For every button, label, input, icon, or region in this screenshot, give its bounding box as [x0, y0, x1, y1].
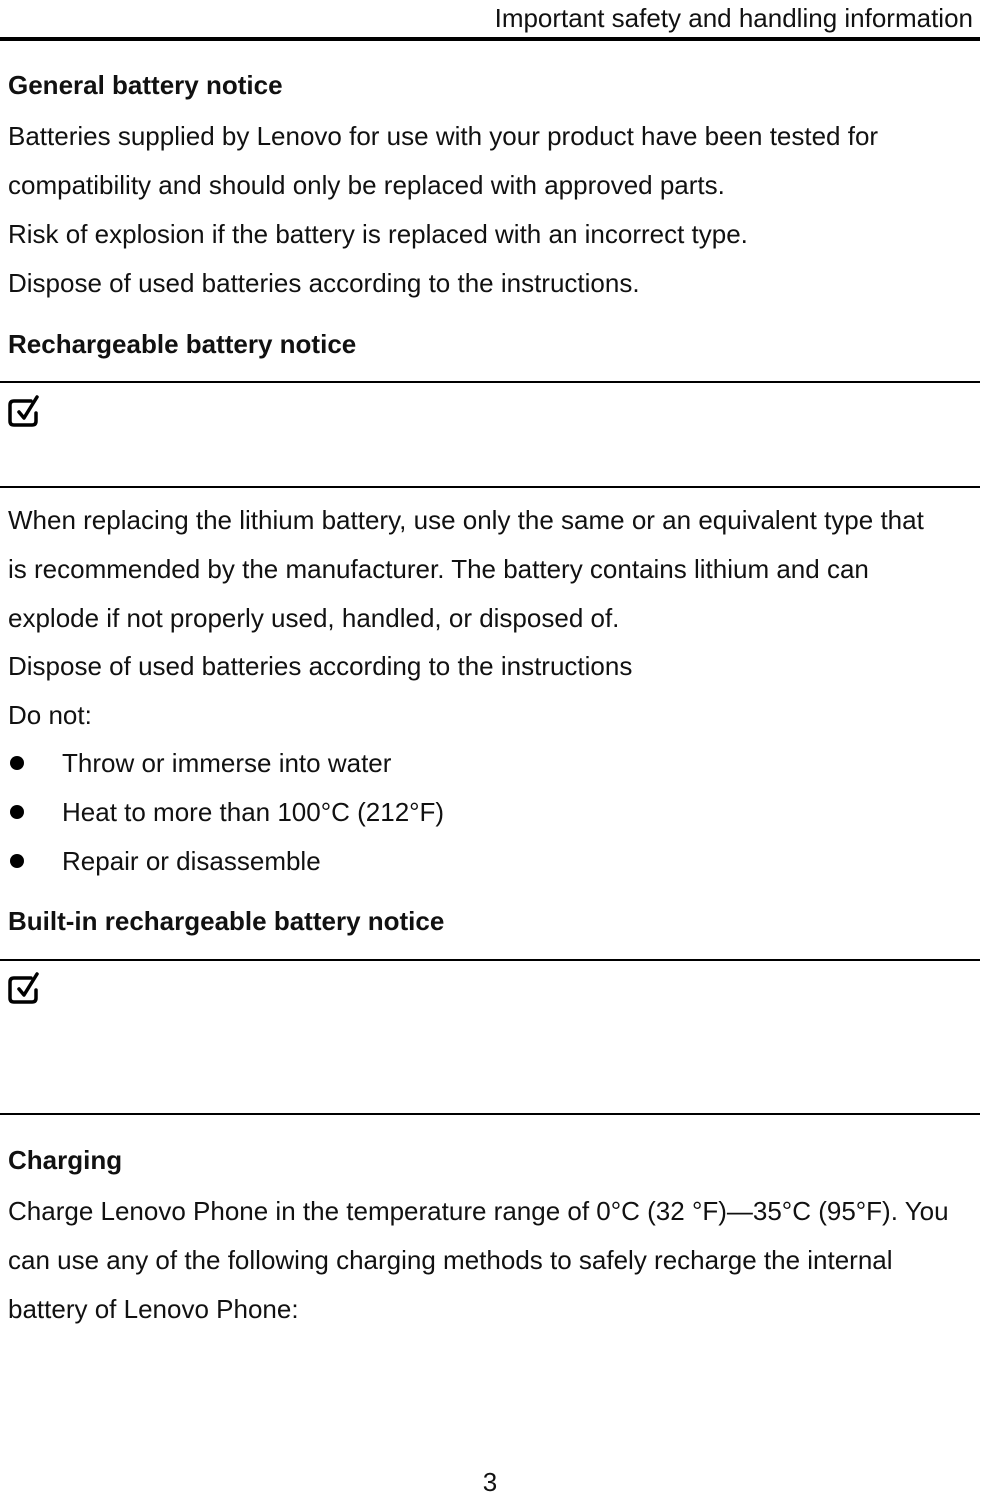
charging-para-line3: battery of Lenovo Phone:	[8, 1294, 299, 1324]
rechargeable-battery-heading: Rechargeable battery notice	[8, 329, 357, 359]
list-item: Heat to more than 100°C (212°F)	[8, 788, 444, 837]
note-top-rule	[0, 959, 980, 961]
do-not-list	[8, 739, 444, 886]
general-battery-para-line2: compatibility and should only be replaced with approved parts.	[8, 170, 725, 200]
bullet-icon	[10, 805, 24, 819]
bullet-icon	[10, 854, 24, 868]
note-check-icon	[7, 972, 41, 1006]
rechargeable-para-line2: is recommended by the manufacturer. The battery contains lithium and can	[8, 554, 869, 584]
note-check-icon	[7, 395, 41, 429]
note-bottom-rule	[0, 486, 980, 488]
do-not-label: Do not:	[8, 700, 92, 730]
charging-para-line1: Charge Lenovo Phone in the temperature range of 0°C (32 °F)—35°C (95°F). You	[8, 1196, 949, 1226]
bullet-icon	[10, 756, 24, 770]
builtin-battery-heading: Built-in rechargeable battery notice	[8, 906, 445, 936]
rechargeable-para-line3: explode if not properly used, handled, or disposed of.	[8, 603, 620, 633]
list-item: Throw or immerse into water	[8, 739, 444, 788]
general-battery-explosion-risk: Risk of explosion if the battery is replaced with an incorrect type.	[8, 219, 748, 249]
running-header: Important safety and handling information	[494, 3, 973, 33]
note-bottom-rule	[0, 1113, 980, 1115]
note-top-rule	[0, 381, 980, 383]
rechargeable-dispose: Dispose of used batteries according to the instructions	[8, 651, 633, 681]
header-rule	[0, 37, 980, 41]
charging-para-line2: can use any of the following charging methods to safely recharge the internal	[8, 1245, 893, 1275]
rechargeable-para-line1: When replacing the lithium battery, use only the same or an equivalent type that	[8, 505, 924, 535]
general-battery-para-line1: Batteries supplied by Lenovo for use with your product have been tested for	[8, 121, 879, 151]
list-item: Repair or disassemble	[8, 837, 444, 886]
general-battery-dispose: Dispose of used batteries according to the instructions.	[8, 268, 640, 298]
general-battery-heading: General battery notice	[8, 70, 283, 100]
page-number: 3	[482, 1467, 498, 1497]
charging-heading: Charging	[8, 1145, 123, 1175]
